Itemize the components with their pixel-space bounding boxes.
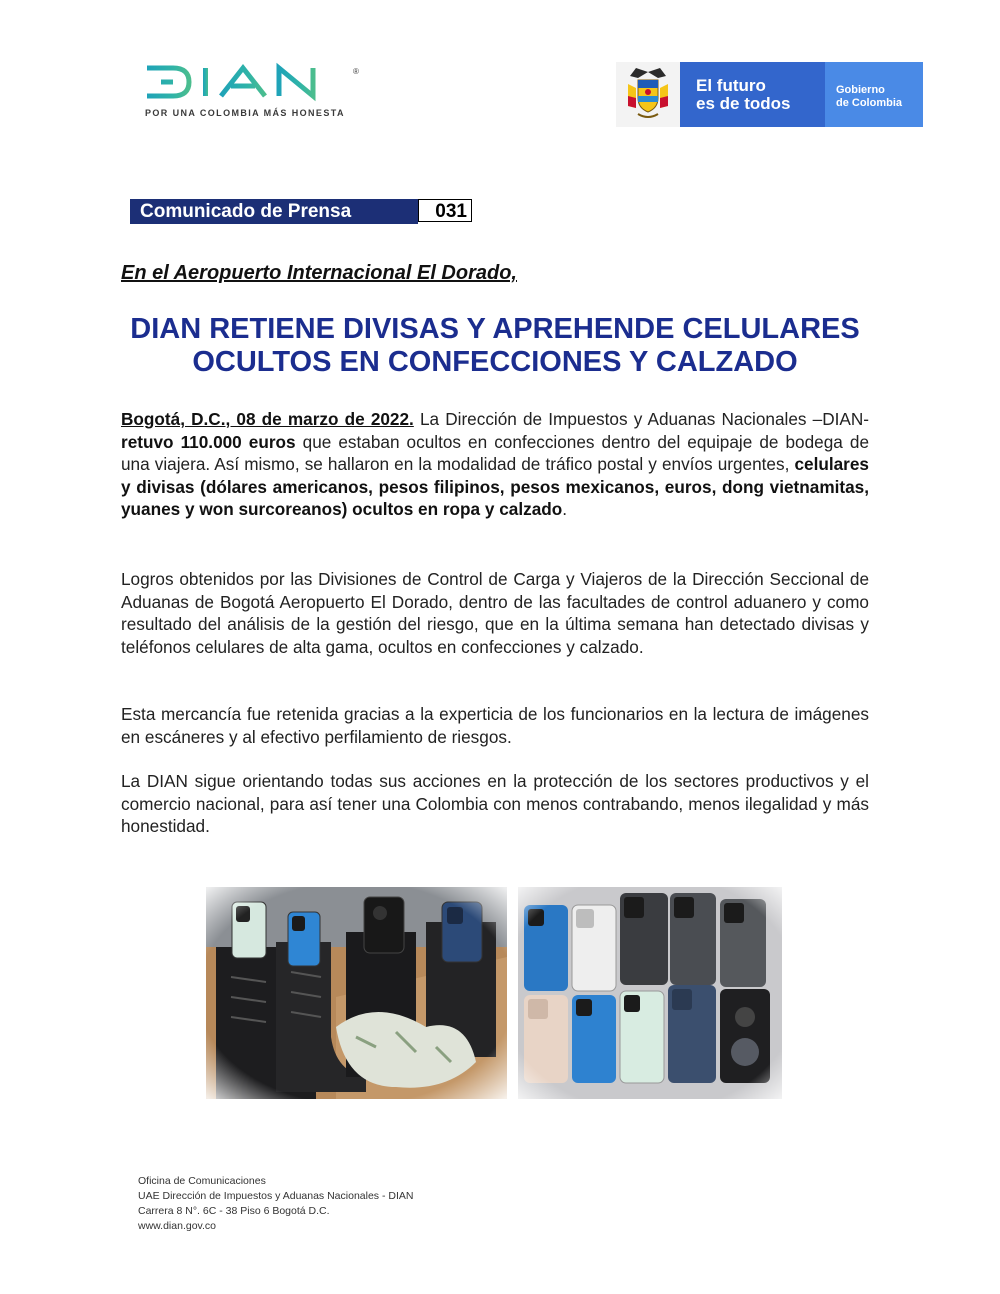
p1-text1: La Dirección de Impuestos y Aduanas Nacionales –DIAN- — [413, 409, 869, 429]
logo-tagline: POR UNA COLOMBIA MÁS HONESTA — [145, 108, 345, 118]
paragraph-1 — [121, 408, 869, 521]
footer-url[interactable]: www.dian.gov.co — [138, 1220, 217, 1232]
p1-text2: que estaban ocultos en confecciones dentro del equipaje de bodega de una viajera. Así mismo, se hallaron en la modalidad de tráfico postal y envíos urgentes, — [121, 431, 870, 474]
paragraph-3: Esta mercancía fue retenida gracias a la experticia de los funcionarios en la lectura de imágenes en escáneres y al efectivo perfilamiento de riesgos. — [121, 704, 869, 747]
svg-text:®: ® — [353, 67, 359, 76]
colombia-coat-of-arms-icon — [616, 62, 680, 127]
footer — [138, 1174, 538, 1234]
footer-line1: Oficina de Comunicaciones — [138, 1175, 266, 1187]
p1-end: . — [562, 499, 568, 519]
gov-name-line1: Gobierno — [836, 84, 885, 96]
government-banner — [616, 62, 923, 127]
photo-phones-in-boots — [206, 887, 507, 1099]
footer-line2: UAE Dirección de Impuestos y Aduanas Nacionales - DIAN — [138, 1190, 414, 1202]
dian-logo — [143, 58, 373, 128]
headline — [100, 313, 890, 379]
dian-logo-mark — [143, 58, 373, 106]
p1-bold2: celulares y divisas (dólares americanos, pesos filipinos, pesos mexicanos, euros, dong vietnamitas, yuanes y won surcoreanos) ocultos en ropa y calzado — [121, 454, 869, 519]
press-release-label: Comunicado de Prensa — [130, 199, 418, 224]
headline-line2: OCULTOS EN CONFECCIONES Y CALZADO — [192, 346, 798, 378]
press-release-number: 031 — [418, 199, 472, 222]
dateline: Bogotá, D.C., 08 de marzo de 2022. — [121, 409, 414, 429]
footer-line3: Carrera 8 N°. 6C - 38 Piso 6 Bogotá D.C. — [138, 1205, 330, 1217]
gov-slogan-line1: El futuro — [696, 76, 766, 95]
gov-slogan — [680, 62, 825, 127]
gov-name — [825, 62, 923, 127]
paragraph-2: Logros obtenidos por las Divisiones de Control de Carga y Viajeros de la Dirección Seccional de Aduanas de Bogotá Aeropuerto El Dorado, dentro de las facultades de control aduanero y como resultado del análisis de la gestión del riesgo, que en la última semana han detectado divisas y teléfonos celulares de alta gama, ocultos en confecciones y calzado. — [121, 569, 869, 657]
p1-bold1: retuvo 110.000 euros — [121, 431, 296, 452]
gov-name-line2: de Colombia — [836, 97, 903, 109]
paragraph-4: La DIAN sigue orientando todas sus acciones en la protección de los sectores productivos y el comercio nacional, para así tener una Colombia con menos contrabando, menos ilegalidad y más honestidad. — [121, 771, 869, 836]
kicker: En el Aeropuerto Internacional El Dorado, — [121, 262, 517, 284]
headline-line1: DIAN RETIENE DIVISAS Y APREHENDE CELULARES — [130, 313, 860, 345]
photo-phones-grid — [518, 887, 782, 1099]
press-release-badge — [130, 199, 472, 224]
gov-slogan-line2: es de todos — [696, 94, 791, 113]
